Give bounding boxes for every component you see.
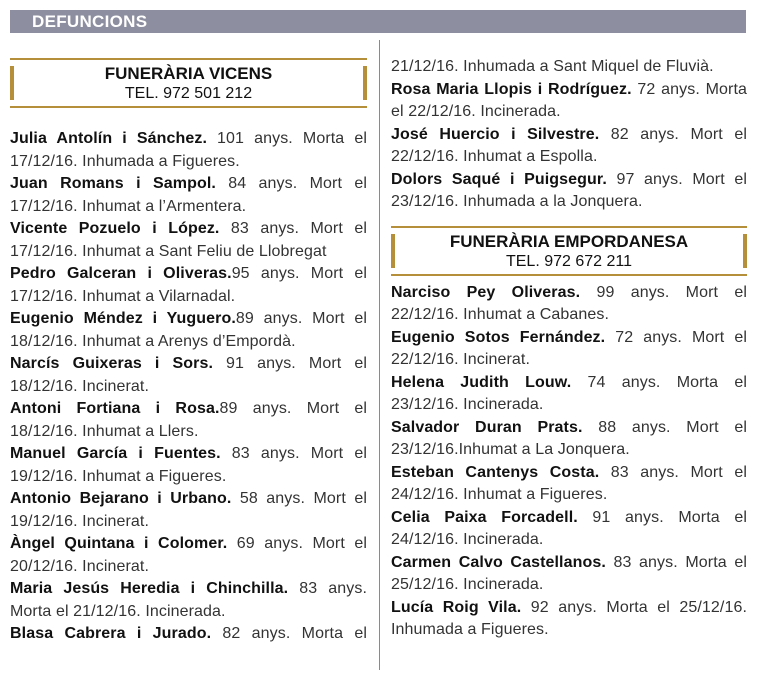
obituary-entry <box>10 578 367 623</box>
column-divider <box>379 40 380 670</box>
box-right-bar <box>363 66 367 100</box>
deceased-name: Blasa Cabrera i Jurado. <box>10 625 212 642</box>
obituary-details: 101 anys. Morta el 17/12/16. Inhumada a Figueres. <box>10 130 367 170</box>
deceased-name: Antoni Fortiana i Rosa. <box>10 400 220 417</box>
obituary-details: 82 anys. Morta el <box>211 625 367 642</box>
obituary-details: 72 anys. Mort el 22/12/16. Incinerat. <box>391 328 747 368</box>
obituary-entry <box>391 79 747 124</box>
obituary-details: 72 anys. Morta el 22/12/16. Incinerada. <box>391 80 748 120</box>
deceased-name: Carmen Calvo Castellanos. <box>391 553 606 571</box>
obituary-details: 83 anys. Mort el 19/12/16. Inhumat a Figueres. <box>10 445 367 485</box>
obituary-entry <box>391 372 747 417</box>
left-column <box>10 58 367 646</box>
obituary-details: 83 anys. Morta el 25/12/16. Incinerada. <box>391 553 747 593</box>
deceased-name: Eugenio Méndez i Yuguero. <box>10 310 236 327</box>
deceased-name: Dolors Saqué i Puigsegur. <box>391 170 607 188</box>
obituary-details: 83 anys. Mort el 24/12/16. Inhumat a Figueres. <box>391 463 747 503</box>
obituary-details: 88 anys. Mort el 23/12/16.Inhumat a La Jonquera. <box>391 418 747 458</box>
deceased-name: Rosa Maria Llopis i Rodríguez. <box>391 80 632 98</box>
deceased-name: Helena Judith Louw. <box>391 373 572 391</box>
obituary-details: 84 anys. Mort el 17/12/16. Inhumat a l’Armentera. <box>10 175 367 215</box>
obituary-details: 58 anys. Mort el 19/12/16. Incinerat. <box>10 490 367 530</box>
deceased-name: Juan Romans i Sampol. <box>10 175 216 192</box>
obituary-details: 89 anys. Mort el 18/12/16. Inhumat a Llers. <box>10 400 367 440</box>
funeraria-empordanesa-box <box>391 226 747 276</box>
obituary-entry <box>10 623 367 646</box>
right-column <box>391 56 747 642</box>
deceased-name: Esteban Cantenys Costa. <box>391 463 600 481</box>
funeral-home-phone: TEL. 972 672 211 <box>505 252 633 270</box>
obituary-list-vicens <box>10 128 367 646</box>
obituary-entry <box>10 128 367 173</box>
obituary-details: 91 anys. Morta el 24/12/16. Incinerada. <box>391 508 747 548</box>
obituary-entry <box>10 443 367 488</box>
obituary-details: 97 anys. Mort el 23/12/16. Inhumada a la Jonquera. <box>391 170 747 210</box>
box-left-bar <box>391 234 395 268</box>
obituary-entry <box>391 327 747 372</box>
obituary-entry <box>10 398 367 443</box>
obituary-entry <box>391 124 747 169</box>
deceased-name: Salvador Duran Prats. <box>391 418 583 436</box>
deceased-name: Eugenio Sotos Fernández. <box>391 328 606 346</box>
deceased-name: Narcís Guixeras i Sors. <box>10 355 214 372</box>
deceased-name: Vicente Pozuelo i López. <box>10 220 220 237</box>
obituary-list-vicens-continued <box>391 56 747 214</box>
obituary-entry <box>391 507 747 552</box>
funeral-home-name: FUNERÀRIA VICENS <box>104 64 273 83</box>
deceased-name: Celia Paixa Forcadell. <box>391 508 578 526</box>
obituary-details: 89 anys. Mort el 18/12/16. Inhumat a Arenys d’Empordà. <box>10 310 367 350</box>
obituary-details: 95 anys. Mort el 17/12/16. Inhumat a Vilarnadal. <box>10 265 367 305</box>
obituary-entry <box>391 417 747 462</box>
obituary-entry <box>391 552 747 597</box>
obituary-details: 92 anys. Morta el 25/12/16. Inhumada a Figueres. <box>391 598 747 638</box>
obituary-entry <box>10 218 367 263</box>
funeral-home-name: FUNERÀRIA EMPORDANESA <box>449 231 689 251</box>
obituary-details: 83 anys. Mort el 17/12/16. Inhumat a Sant Feliu de Llobregat <box>10 220 367 260</box>
box-right-bar <box>743 234 747 268</box>
obituary-entry <box>10 263 367 308</box>
obituary-details: 69 anys. Mort el 20/12/16. Incinerat. <box>10 535 367 575</box>
obituary-details: 91 anys. Mort el 18/12/16. Incinerat. <box>10 355 367 395</box>
deceased-name: Antonio Bejarano i Urbano. <box>10 490 232 507</box>
deceased-name: Pedro Galceran i Oliveras. <box>10 265 232 282</box>
funeraria-vicens-box <box>10 58 367 108</box>
deceased-name: Julia Antolín i Sánchez. <box>10 130 208 147</box>
obituary-details: 83 anys. Morta el 21/12/16. Incinerada. <box>10 580 367 620</box>
obituary-continuation: 21/12/16. Inhumada a Sant Miquel de Fluvià. <box>391 58 714 75</box>
obituary-details: 99 anys. Mort el 22/12/16. Inhumat a Cabanes. <box>391 283 747 323</box>
deceased-name: José Huercio i Silvestre. <box>391 125 600 143</box>
deceased-name: Manuel García i Fuentes. <box>10 445 221 462</box>
obituary-entry <box>10 308 367 353</box>
funeral-home-phone: TEL. 972 501 212 <box>124 85 253 102</box>
section-title: DEFUNCIONS <box>32 12 148 31</box>
obituary-entry <box>391 282 747 327</box>
obituary-entry <box>391 169 747 214</box>
obituary-entry <box>391 462 747 507</box>
deceased-name: Maria Jesús Heredia i Chinchilla. <box>10 580 289 597</box>
deceased-name: Lucía Roig Vila. <box>391 598 522 616</box>
obituary-entry <box>391 597 747 642</box>
obituary-entry <box>10 533 367 578</box>
obituary-entry <box>10 353 367 398</box>
deceased-name: Narciso Pey Oliveras. <box>391 283 581 301</box>
box-left-bar <box>10 66 14 100</box>
section-header <box>10 10 746 33</box>
deceased-name: Àngel Quintana i Colomer. <box>10 535 228 552</box>
obituary-list-empordanesa <box>391 282 747 642</box>
obituary-entry <box>10 173 367 218</box>
obituary-entry <box>10 488 367 533</box>
obituary-details: 82 anys. Mort el 22/12/16. Inhumat a Espolla. <box>391 125 747 165</box>
obituary-details: 74 anys. Morta el 23/12/16. Incinerada. <box>391 373 747 413</box>
